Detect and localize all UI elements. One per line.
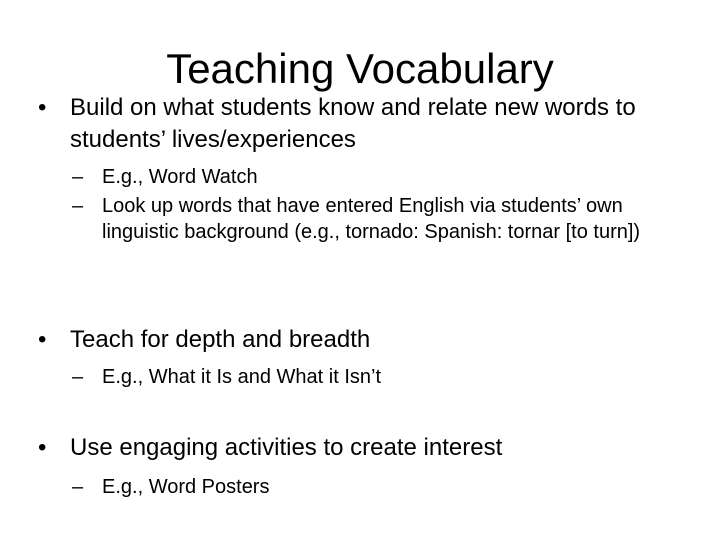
dash-mark: – xyxy=(72,195,84,217)
bullet-mark: • xyxy=(38,326,47,353)
sub-bullet-item-1-2 xyxy=(72,193,692,245)
sub-bullet-item-3-1 xyxy=(72,474,692,500)
bullet-text: Use engaging activities to create interest xyxy=(70,434,503,461)
dash-mark: – xyxy=(72,166,84,188)
sub-bullet-item-1-1 xyxy=(72,164,692,190)
sub-bullet-text: E.g., Word Watch xyxy=(102,166,258,188)
sub-bullet-text: E.g., What it Is and What it Isn’t xyxy=(102,366,381,388)
bullet-item-3 xyxy=(38,432,678,464)
dash-mark: – xyxy=(72,476,84,498)
sub-bullet-text: E.g., Word Posters xyxy=(102,476,270,498)
bullet-text: Build on what students know and relate new words to students’ lives/experiences xyxy=(70,94,636,153)
slide-title: Teaching Vocabulary xyxy=(166,45,554,92)
dash-mark: – xyxy=(72,366,84,388)
bullet-mark: • xyxy=(38,94,47,121)
bullet-item-1 xyxy=(38,92,678,156)
sub-bullet-text: Look up words that have entered English via students’ own linguistic background (e.g., tornado: Spanish: tornar [to turn]) xyxy=(102,195,641,243)
bullet-mark: • xyxy=(38,434,47,461)
bullet-text: Teach for depth and breadth xyxy=(70,326,371,353)
sub-bullet-item-2-1 xyxy=(72,364,692,390)
bullet-item-2 xyxy=(38,324,678,356)
